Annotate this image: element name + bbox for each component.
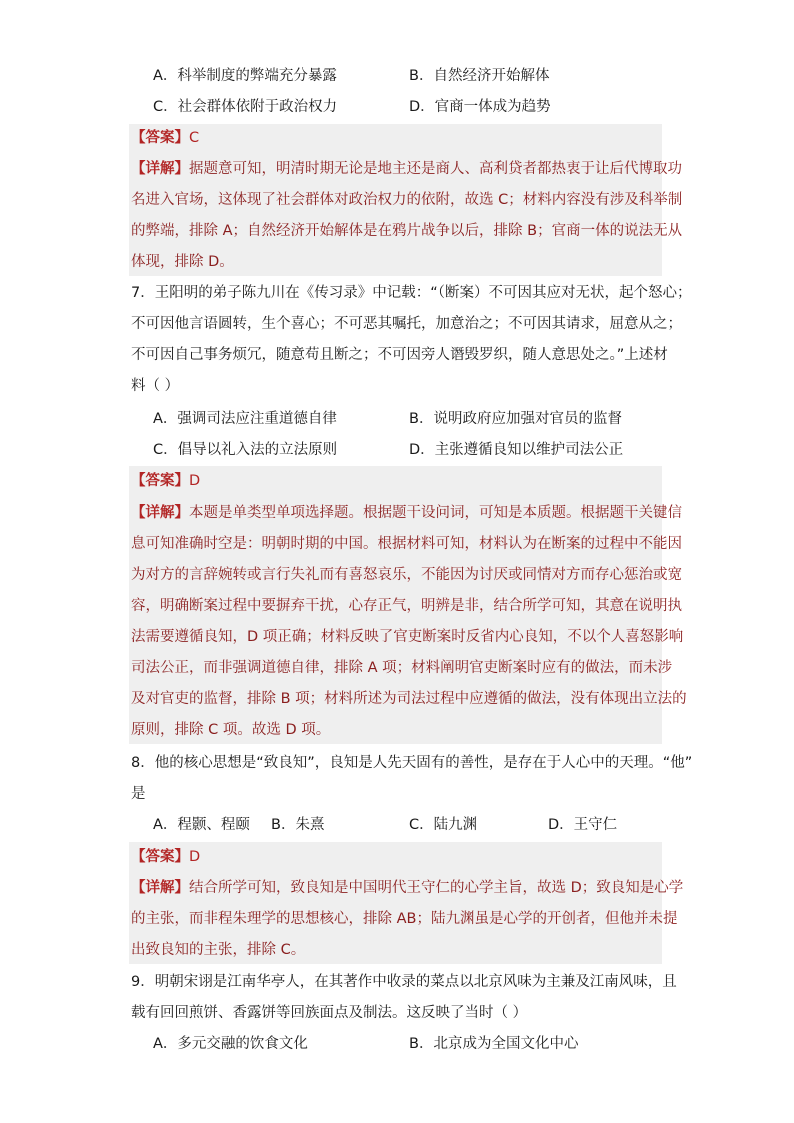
q8-detail-line: [131, 878, 683, 898]
q6-detail-line: 名进入官场，这体现了社会群体对政治权力的依附，故选 C；材料内容没有涉及科举制: [131, 192, 683, 208]
q7-option-c: C．倡导以礼入法的立法原则: [153, 442, 338, 458]
detail-text: 据题意可知，明清时期无论是地主还是商人、高利贷者都热衷于让后代博取功: [189, 161, 682, 177]
q9-option-a: A．多元交融的饮食文化: [153, 1036, 308, 1052]
q8-stem-line: 是: [131, 786, 146, 802]
q6-option-a: A．科举制度的弊端充分暴露: [153, 68, 337, 84]
q7-answer: [131, 471, 200, 491]
q8-stem-line: 8．他的核心思想是“致良知”，良知是人先天固有的善性，是存在于人心中的天理。“他”: [131, 755, 693, 771]
q7-option-b: B．说明政府应加强对官员的监督: [409, 411, 622, 427]
q7-stem-line: 料（ ）: [131, 378, 180, 394]
q7-detail-line: 容，明确断案过程中要摒弃干扰，心存正气，明辨是非，结合所学可知，其意在说明执: [131, 598, 682, 614]
q8-answer: [131, 847, 200, 867]
q7-detail-line: [131, 503, 682, 523]
q9-stem-line: 载有回回煎饼、香露饼等回族面点及制法。这反映了当时（ ）: [131, 1005, 528, 1021]
q8-option-b: B．朱熹: [271, 817, 325, 833]
answer-tag: 【答案】: [131, 130, 189, 146]
q7-option-a: A．强调司法应注重道德自律: [153, 411, 337, 427]
q7-detail-line: 法需要遵循良知，D 项正确；材料反映了官吏断案时反省内心良知，不以个人喜怒影响: [131, 629, 684, 645]
q8-option-c: C．陆九渊: [409, 817, 478, 833]
q9-stem-line: 9．明朝宋诩是江南华亭人，在其著作中收录的菜点以北京风味为主兼及江南风味，且: [131, 974, 677, 990]
detail-tag: 【详解】: [131, 505, 189, 521]
q7-detail-line: 原则，排除 C 项。故选 D 项。: [131, 722, 331, 738]
detail-tag: 【详解】: [131, 161, 189, 177]
detail-text: 本题是单类型单项选择题。根据题干设问词，可知是本质题。根据题干关键信: [189, 505, 682, 521]
q6-detail-line: 体现，排除 D。: [131, 254, 234, 270]
q7-detail-line: 息可知准确时空是：明朝时期的中国。根据材料可知，材料认为在断案的过程中不能因: [131, 536, 682, 552]
q7-detail-line: 及对官吏的监督，排除 B 项；材料所述为司法过程中应遵循的做法，没有体现出立法的: [131, 691, 687, 707]
q8-option-a: A．程颢、程颐: [153, 817, 250, 833]
q6-answer: [131, 128, 199, 148]
q6-detail-line: 的弊端，排除 A；自然经济开始解体是在鸦片战争以后，排除 B；官商一体的说法无从: [131, 223, 683, 239]
q8-detail-line: 出致良知的主张，排除 C。: [131, 942, 306, 958]
q6-option-d: D．官商一体成为趋势: [409, 99, 551, 115]
q6-option-c: C．社会群体依附于政治权力: [153, 99, 338, 115]
q6-option-b: B．自然经济开始解体: [409, 68, 550, 84]
q8-detail-line: 的主张，而非程朱理学的思想核心，排除 AB；陆九渊虽是心学的开创者，但他并未提: [131, 911, 678, 927]
q7-stem-line: 不可因他言语圆转，生个喜心；不可恶其嘱托，加意治之；不可因其请求，屈意从之；: [131, 316, 682, 332]
answer-tag: 【答案】: [131, 849, 189, 865]
detail-text: 结合所学可知，致良知是中国明代王守仁的心学主旨，故选 D；致良知是心学: [189, 880, 684, 896]
q7-stem-line: 不可因自己事务烦冗，随意苟且断之；不可因旁人谮毁罗织，随人意思处之。”上述材: [131, 347, 668, 363]
answer-value: C: [189, 130, 200, 146]
q7-stem-line: 7．王阳明的弟子陈九川在《传习录》中记载：“（断案）不可因其应对无状，起个怒心；: [131, 285, 692, 301]
q7-detail-line: 为对方的言辞婉转或言行失礼而有喜怒哀乐，不能因为讨厌或同情对方而存心惩治或宽: [131, 567, 682, 583]
q6-detail-line: [131, 159, 682, 179]
answer-value: D: [189, 473, 201, 489]
q7-option-d: D．主张遵循良知以维护司法公正: [409, 442, 624, 458]
answer-tag: 【答案】: [131, 473, 189, 489]
q8-option-d: D．王守仁: [548, 817, 618, 833]
q7-detail-line: 司法公正，而非强调道德自律，排除 A 项；材料阐明官吏断案时应有的做法，而未涉: [131, 660, 673, 676]
q9-option-b: B．北京成为全国文化中心: [409, 1036, 579, 1052]
answer-value: D: [189, 849, 201, 865]
detail-tag: 【详解】: [131, 880, 189, 896]
